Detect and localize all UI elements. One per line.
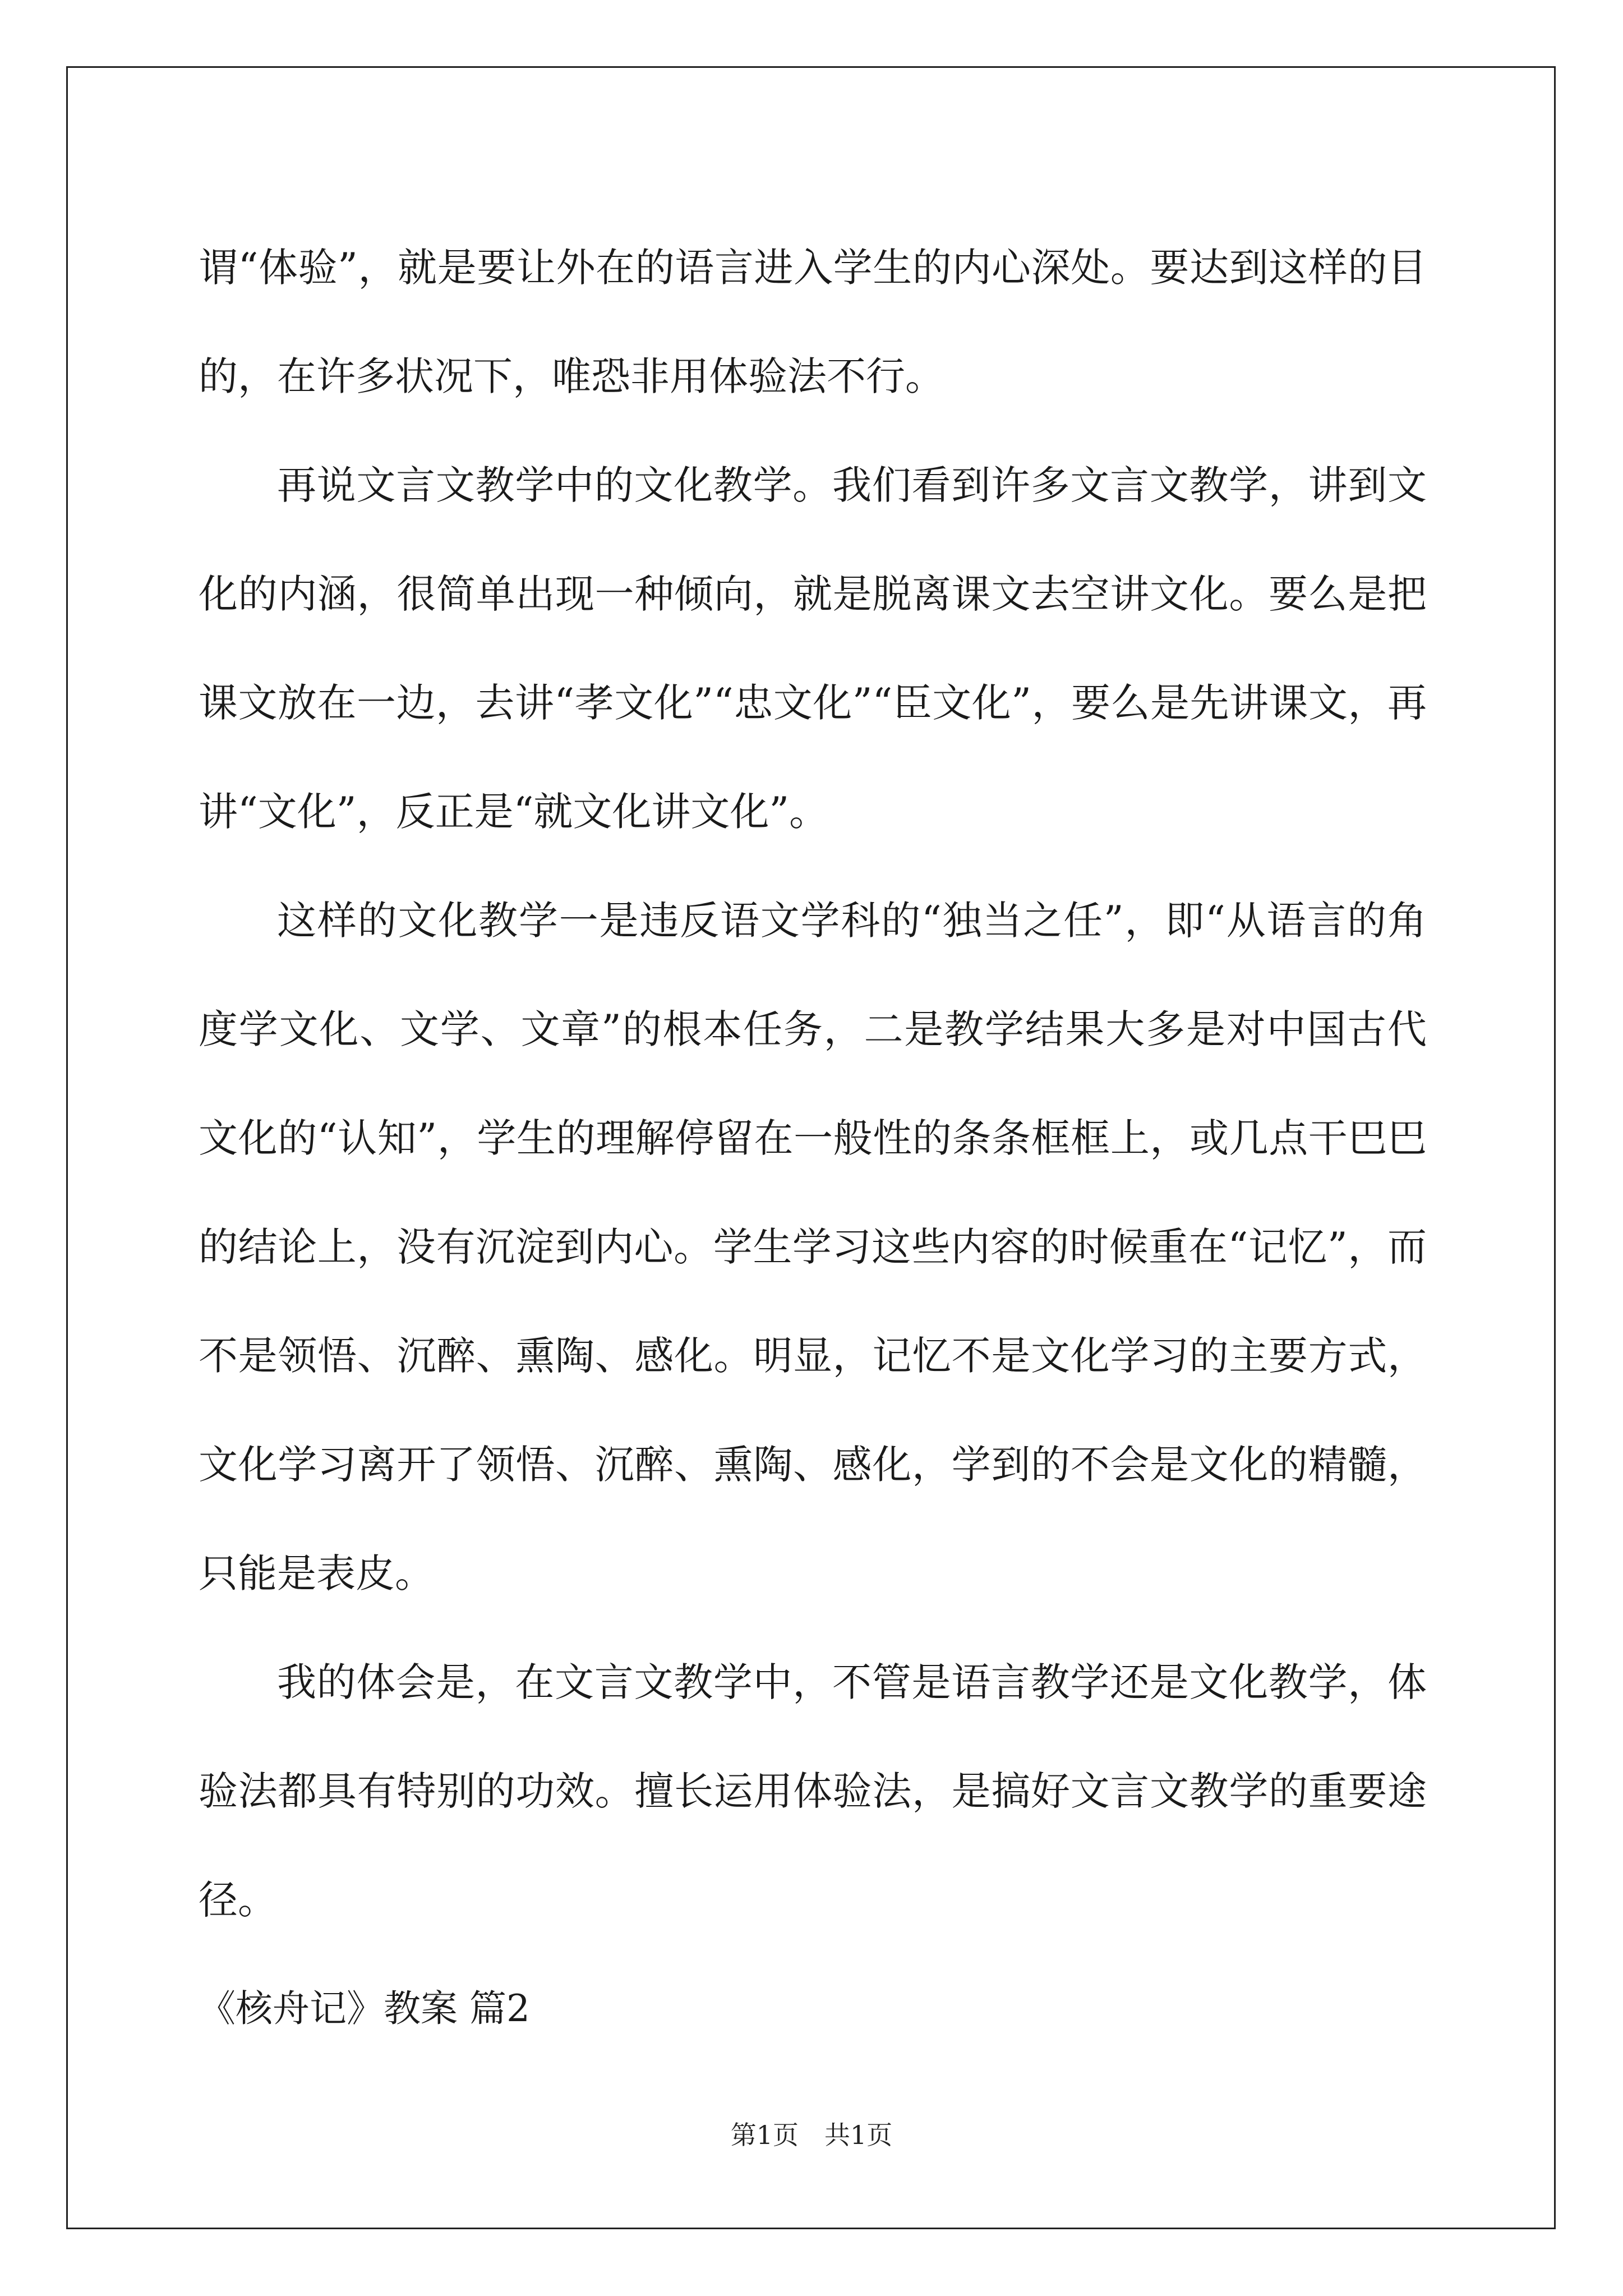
- paragraph-1: 谓“体验”，就是要让外在的语言进入学生的内心深处。要达到这样的目的，在许多状况下，唯恐非用体验法不行。: [199, 245, 1427, 399]
- paragraph-2: 再说文言文教学中的文化教学。我们看到许多文言文教学，讲到文化的内涵，很简单出现一种倾向，就是脱离课文去空讲文化。要么是把课文放在一边，去讲“孝文化”“忠文化”“臣文化”，要么是先讲课文，再讲“文化”，反正是“就文化讲文化”。: [199, 462, 1427, 835]
- page-footer: 第1页 共1页: [730, 2120, 893, 2150]
- paragraph-4: 我的体会是，在文言文教学中，不管是语言教学还是文化教学，体验法都具有特别的功效。擅长运用体验法，是搞好文言文教学的重要途径。: [199, 1659, 1427, 1923]
- document-body: [199, 213, 1427, 2063]
- paragraph-3: 这样的文化教学一是违反语文学科的“独当之任”，即“从语言的角度学文化、文学、文章”的根本任务，二是教学结果大多是对中国古代文化的“认知”，学生的理解停留在一般性的条条框框上，或几点干巴巴的结论上，没有沉淀到内心。学生学习这些内容的时候重在“记忆”，而不是领悟、沉醉、熏陶、感化。明显，记忆不是文化学习的主要方式，文化学习离开了领悟、沉醉、熏陶、感化，学到的不会是文化的精髓，只能是表皮。: [199, 898, 1427, 1596]
- section-heading: 《核舟记》教案 篇2: [199, 1987, 530, 2030]
